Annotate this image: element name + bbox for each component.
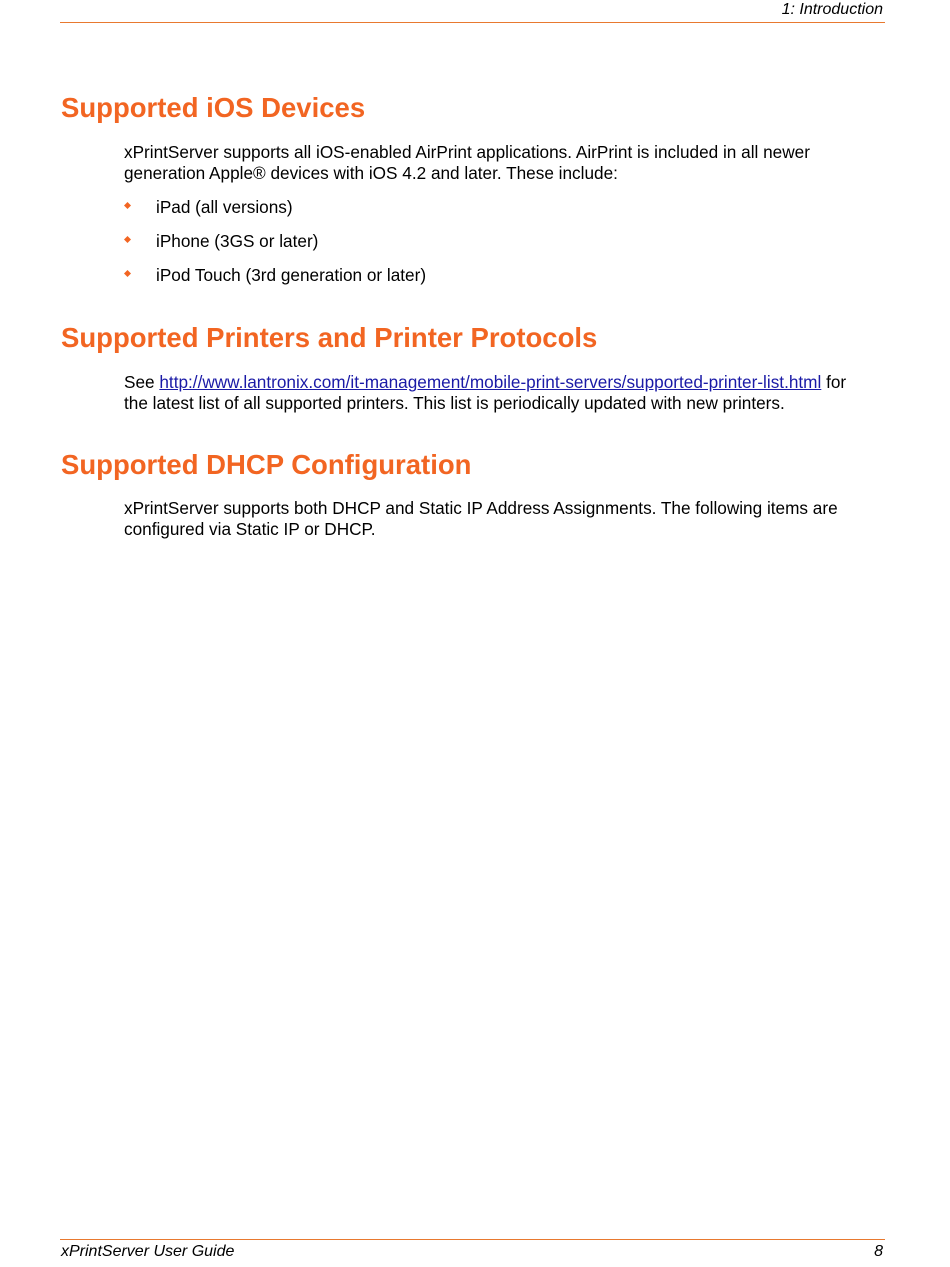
section-title-dhcp: Supported DHCP Configuration bbox=[61, 449, 472, 480]
device-ipod-touch: iPod Touch (3rd generation or later) bbox=[156, 265, 427, 285]
diamond-bullet-icon bbox=[124, 236, 131, 243]
dhcp-line-1: xPrintServer supports both DHCP and Static IP Address Assignments. The following items are bbox=[124, 498, 838, 518]
device-iphone: iPhone (3GS or later) bbox=[156, 231, 319, 251]
device-ipad: iPad (all versions) bbox=[156, 197, 293, 217]
chapter-title: 1: Introduction bbox=[781, 1, 883, 18]
printers-paragraph bbox=[124, 372, 884, 413]
dhcp-line-2: configured via Static IP or DHCP. bbox=[124, 518, 376, 539]
section-title-ios-devices: Supported iOS Devices bbox=[61, 92, 366, 123]
dhcp-paragraph bbox=[124, 498, 874, 539]
see-text: See bbox=[124, 372, 160, 392]
printers-line-2: the latest list of all supported printers. This list is periodically updated with new printers. bbox=[124, 392, 785, 413]
diamond-bullet-icon bbox=[124, 270, 131, 277]
ios-intro-paragraph bbox=[124, 142, 874, 183]
diamond-bullet-icon bbox=[124, 202, 131, 209]
ios-intro-line-2: generation Apple® devices with iOS 4.2 and later. These include: bbox=[124, 162, 618, 183]
page-number: 8 bbox=[874, 1243, 883, 1260]
for-text: for bbox=[821, 372, 847, 392]
printers-line-1 bbox=[124, 372, 884, 393]
supported-printer-list-link[interactable]: http://www.lantronix.com/it-management/mobile-print-servers/supported-printer-list.html bbox=[159, 372, 822, 392]
page-header bbox=[60, 0, 885, 23]
page-footer bbox=[60, 1239, 885, 1266]
section-title-printers: Supported Printers and Printer Protocols bbox=[61, 322, 598, 353]
ios-intro-line-1: xPrintServer supports all iOS-enabled AirPrint applications. AirPrint is included in all newer bbox=[124, 142, 810, 162]
guide-title: xPrintServer User Guide bbox=[61, 1243, 235, 1260]
